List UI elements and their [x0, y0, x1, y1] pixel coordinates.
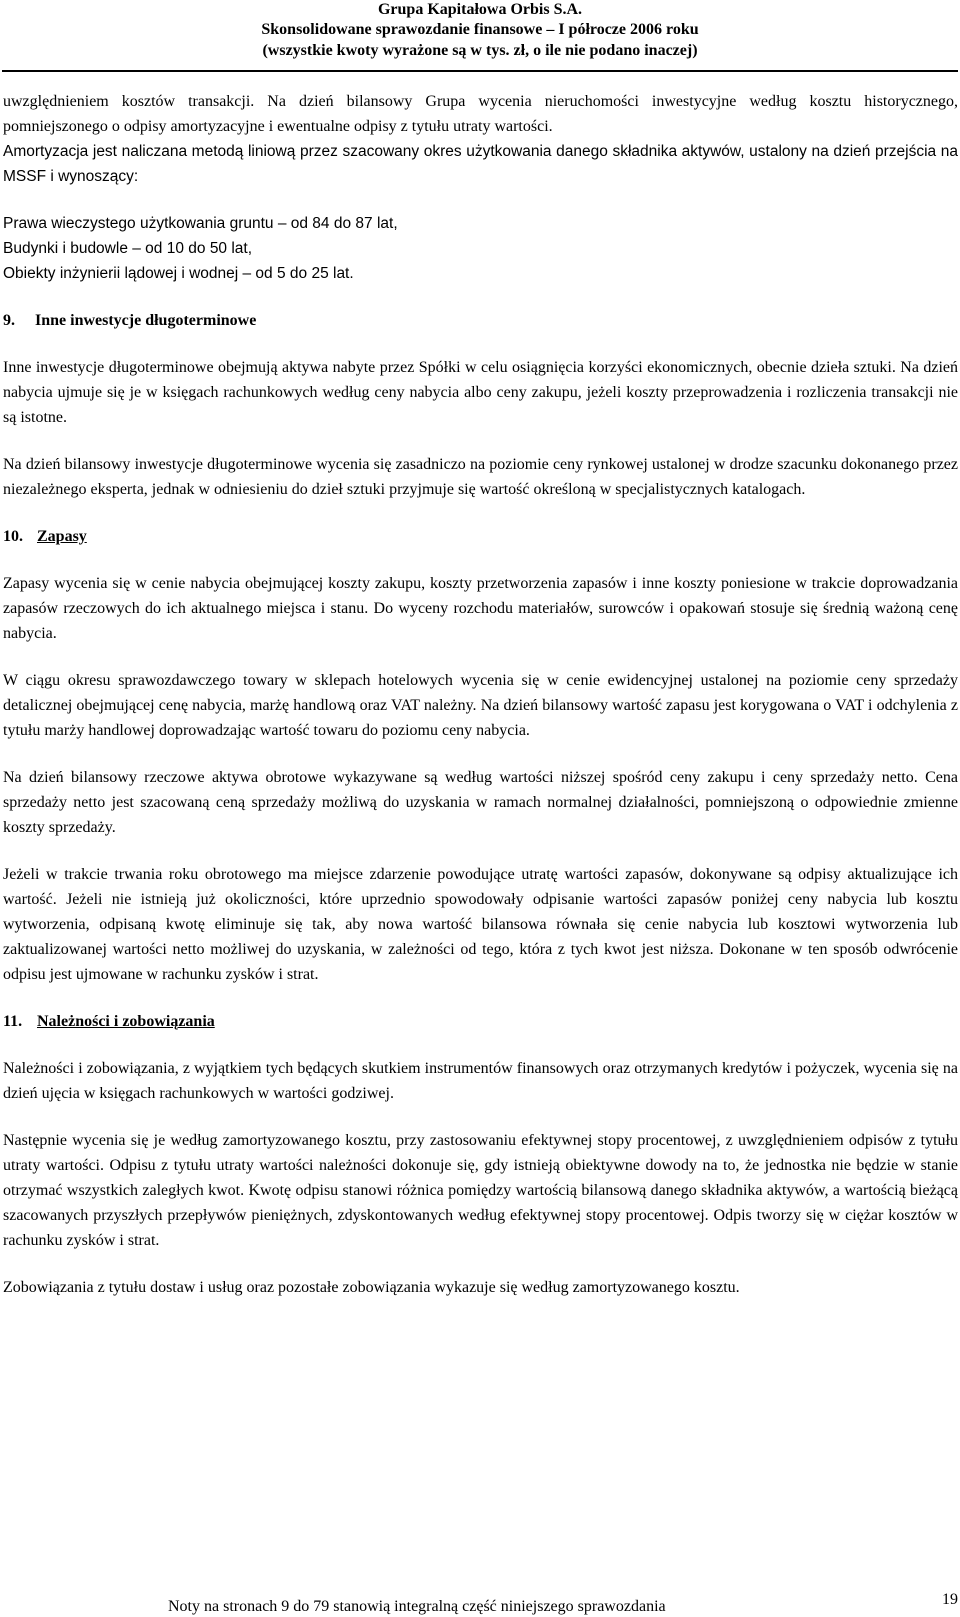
report-title: Skonsolidowane sprawozdanie finansowe – I półrocze 2006 roku [261, 21, 699, 38]
section-heading-11 [3, 1009, 958, 1034]
paragraph: Zapasy wycenia się w cenie nabycia obejmującej koszty zakupu, koszty przetworzenia zapasów i inne koszty poniesione w trakcie doprowadzania zapasów rzeczowych do ich aktualnego miejsca i stanu. Do wyceny rozchodu materiałów, surowców i opakowań stosuje się średnią ważoną cenę nabycia. [3, 575, 958, 642]
intro-paragraph: uwzględnieniem kosztów transakcji. Na dzień bilansowy Grupa wycenia nieruchomości inwestycyjne według kosztu historycznego, pomniejszonego o odpisy amortyzacyjne i ewentualne odpisy z tytułu utraty wartości. [3, 93, 958, 135]
section-title: Zapasy [37, 528, 87, 545]
document-body [3, 89, 958, 1322]
depreciation-list [3, 211, 958, 286]
paragraph: W ciągu okresu sprawozdawczego towary w sklepach hotelowych wycenia się w cenie ewidencyjnej ustalonej na poziomie ceny sprzedaży detalicznej obejmującej cenę nabycia, marżę handlową oraz VAT należny. Na dzień bilansowy wartość zapasu jest korygowana o VAT i odchylenia z tytułu marży handlowej doprowadzając wartość towaru do poziomu ceny nabycia. [3, 672, 958, 739]
page-footer [0, 1585, 960, 1615]
list-item: Prawa wieczystego użytkowania gruntu – od 84 do 87 lat, [3, 215, 398, 232]
paragraph: Zobowiązania z tytułu dostaw i usług oraz pozostałe zobowiązania wykazuje się według zamortyzowanego kosztu. [3, 1279, 740, 1296]
list-item: Obiekty inżynierii lądowej i wodnej – od 5 do 25 lat. [3, 265, 354, 282]
section-number: 11. [3, 1013, 23, 1030]
depreciation-paragraph: Amortyzacja jest naliczana metodą liniową przez szacowany okres użytkowania danego składnika aktywów, ustalony na dzień przejścia na MSSF i wynoszący: [3, 143, 958, 185]
paragraph: Na dzień bilansowy rzeczowe aktywa obrotowe wykazywane są według wartości niższej spośród ceny zakupu i ceny sprzedaży netto. Cena sprzedaży netto jest szacowaną ceną sprzedaży możliwą do uzyskania w ramach normalnej działalności, pomniejszoną o odpowiednie zmienne koszty sprzedaży. [3, 769, 958, 836]
footer-note: Noty na stronach 9 do 79 stanowią integralną część niniejszego sprawozdania [168, 1598, 666, 1615]
company-name: Grupa Kapitałowa Orbis S.A. [377, 1, 583, 18]
page-number: 19 [942, 1591, 958, 1608]
paragraph: Na dzień bilansowy inwestycje długoterminowe wycenia się zasadniczo na poziomie ceny rynkowej ustalonej w drodze szacunku dokonanego przez niezależnego eksperta, jednak w odniesieniu do dzieł sztuki przyjmuje się wartość określoną w specjalistycznych katalogach. [3, 456, 958, 498]
section-number: 9. [3, 312, 15, 329]
paragraph: Jeżeli w trakcie trwania roku obrotowego ma miejsce zdarzenie powodujące utratę wartości zapasów, dokonywane są odpisy aktualizujące ich wartość. Jeżeli nie istnieją już okoliczności, które uprzednio spowodowały odpisanie wartości zapasów poniżej ceny nabycia lub kosztu wytworzenia, odpisaną kwotę eliminuje się tak, aby nowa wartość bilansowa równała się cenie nabycia lub kosztowi wytworzenia lub zaktualizowanej wartości netto możliwej do uzyskania, w zależności od tego, która z tych kwot jest niższa. Dokonane w ten sposób odwrócenie odpisu jest ujmowane w rachunku zysków i strat. [3, 866, 958, 983]
list-item: Budynki i budowle – od 10 do 50 lat, [3, 240, 253, 257]
header-divider [2, 70, 958, 72]
section-heading-9 [3, 308, 958, 333]
paragraph: Należności i zobowiązania, z wyjątkiem tych będących skutkiem instrumentów finansowych oraz otrzymanych kredytów i pożyczek, wycenia się na dzień ujęcia w księgach rachunkowych w wartości godziwej. [3, 1060, 958, 1102]
section-heading-10 [3, 524, 958, 549]
section-number: 10. [3, 528, 23, 545]
section-title: Inne inwestycje długoterminowe [35, 312, 257, 329]
paragraph: Inne inwestycje długoterminowe obejmują aktywa nabyte przez Spółki w celu osiągnięcia korzyści ekonomicznych, obecnie dzieła sztuki. Na dzień nabycia ujmuje się je w księgach rachunkowych według ceny nabycia albo ceny zakupu, jeżeli koszty przeprowadzenia i rozliczenia transakcji nie są istotne. [3, 359, 958, 426]
section-title: Należności i zobowiązania [37, 1013, 215, 1030]
paragraph: Następnie wycenia się je według zamortyzowanego kosztu, przy zastosowaniu efektywnej stopy procentowej, z uwzględnieniem odpisów z tytułu utraty wartości. Odpisu z tytułu utraty wartości należności dokonuje się, gdy istnieją obiektywne dowody na to, że jednostka nie będzie w stanie otrzymać wszystkich zaległych kwot. Kwotę odpisu stanowi różnica pomiędzy wartością bilansową danego składnika aktywów, a wartością bieżącą szacowanych przyszłych przepływów pieniężnych, zdyskontowanych według efektywnej stopy procentowej. Odpis tworzy się w ciężar kosztów w rachunku zysków i strat. [3, 1132, 958, 1249]
amounts-note: (wszystkie kwoty wyrażone są w tys. zł, o ile nie podano inaczej) [262, 42, 698, 59]
